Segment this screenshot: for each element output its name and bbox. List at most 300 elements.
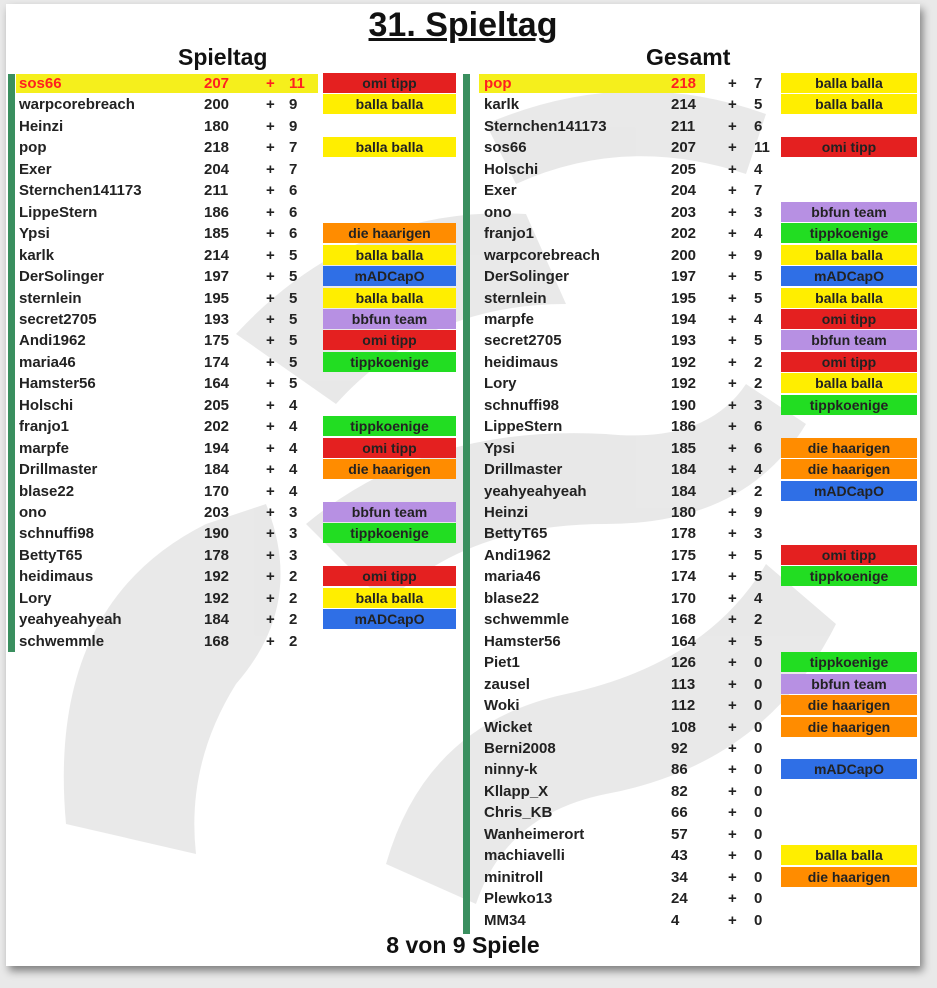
table-row <box>6 180 920 201</box>
matchday-points: 5 <box>754 632 763 650</box>
matchday-points: 0 <box>754 890 763 908</box>
total-score: 178 <box>671 525 697 543</box>
total-score: 203 <box>671 203 697 221</box>
matchday-points: 4 <box>289 461 298 479</box>
total-score: 194 <box>671 310 697 328</box>
player-name: ono <box>484 203 512 221</box>
plus-sign: + <box>728 911 737 929</box>
player-name: minitroll <box>484 868 544 886</box>
plus-sign: + <box>728 225 737 243</box>
team-badge: omi tipp <box>323 73 456 93</box>
team-badge: die haarigen <box>781 438 917 458</box>
matchday-points: 3 <box>754 396 763 414</box>
player-name: maria46 <box>19 353 76 371</box>
player-name: schnuffi98 <box>19 525 95 543</box>
plus-sign: + <box>728 589 737 607</box>
matchday-points: 4 <box>289 439 298 457</box>
plus-sign: + <box>266 525 275 543</box>
total-score: 175 <box>671 546 697 564</box>
total-score: 207 <box>671 139 697 157</box>
player-name: ninny-k <box>484 761 538 779</box>
matchday-points: 0 <box>754 718 763 736</box>
total-score: 190 <box>204 525 230 543</box>
matchday-points: 9 <box>754 246 763 264</box>
team-badge: omi tipp <box>781 137 917 157</box>
matchday-points: 11 <box>289 75 305 92</box>
player-name: Hamster56 <box>19 375 96 393</box>
plus-sign: + <box>728 482 737 500</box>
player-name: heidimaus <box>484 353 559 371</box>
matchday-points: 9 <box>754 504 763 521</box>
total-score: 218 <box>671 75 697 92</box>
player-name: pop <box>484 75 512 92</box>
player-name: Andi1962 <box>484 546 551 564</box>
player-name: Kllapp_X <box>484 782 549 800</box>
plus-sign: + <box>266 375 275 393</box>
matchday-points: 2 <box>289 568 298 586</box>
total-score: 205 <box>671 160 697 178</box>
team-badge: die haarigen <box>323 459 456 479</box>
plus-sign: + <box>728 697 737 715</box>
matchday-points: 3 <box>289 504 298 521</box>
matchday-points: 5 <box>289 289 298 307</box>
total-score: 200 <box>204 96 230 114</box>
table-row <box>6 523 920 544</box>
player-name: Heinzi <box>484 504 529 521</box>
total-score: 207 <box>204 75 230 92</box>
plus-sign: + <box>266 139 275 157</box>
matchday-points: 6 <box>289 203 298 221</box>
player-name: DerSolinger <box>19 268 105 286</box>
player-name: Piet1 <box>484 654 520 672</box>
player-name: Plewko13 <box>484 890 553 908</box>
team-badge: balla balla <box>323 288 456 308</box>
plus-sign: + <box>728 761 737 779</box>
plus-sign: + <box>266 482 275 500</box>
total-score: 204 <box>204 160 230 178</box>
matchday-points: 2 <box>754 482 763 500</box>
table-row <box>6 781 920 802</box>
plus-sign: + <box>266 160 275 178</box>
total-score: 190 <box>671 396 697 414</box>
total-score: 113 <box>671 675 696 693</box>
plus-sign: + <box>266 117 275 135</box>
plus-sign: + <box>728 96 737 114</box>
total-score: 43 <box>671 847 688 865</box>
plus-sign: + <box>728 246 737 264</box>
player-name: franjo1 <box>19 418 70 436</box>
plus-sign: + <box>728 675 737 693</box>
total-score: 211 <box>671 117 696 135</box>
team-badge: mADCapO <box>781 266 917 286</box>
player-name: Wanheimerort <box>484 825 585 843</box>
team-badge: mADCapO <box>323 266 456 286</box>
matchday-points: 4 <box>754 160 763 178</box>
plus-sign: + <box>728 117 737 135</box>
matchday-points: 5 <box>289 310 298 328</box>
total-score: 185 <box>671 439 697 457</box>
team-badge: tippkoenige <box>781 566 917 586</box>
total-score: 34 <box>671 868 688 886</box>
team-badge: tippkoenige <box>323 352 456 372</box>
player-name: yeahyeahyeah <box>484 482 587 500</box>
player-name: Wicket <box>484 718 533 736</box>
total-score: 200 <box>671 246 697 264</box>
table-row <box>6 116 920 137</box>
matchday-points: 7 <box>754 182 763 200</box>
total-score: 197 <box>671 268 697 286</box>
player-name: blase22 <box>484 589 540 607</box>
team-badge: bbfun team <box>781 202 917 222</box>
team-badge: balla balla <box>781 94 917 114</box>
plus-sign: + <box>266 75 275 92</box>
total-score: 192 <box>671 353 697 371</box>
matchday-points: 7 <box>289 160 298 178</box>
total-score: 126 <box>671 654 697 672</box>
matchday-points: 3 <box>754 525 763 543</box>
team-badge: omi tipp <box>781 545 917 565</box>
player-name: Drillmaster <box>19 461 98 479</box>
matchday-points: 5 <box>754 96 763 114</box>
team-badge: tippkoenige <box>781 395 917 415</box>
total-score: 192 <box>671 375 697 393</box>
total-score: 194 <box>204 439 230 457</box>
player-name: sos66 <box>484 139 527 157</box>
team-badge: balla balla <box>781 373 917 393</box>
matchday-points: 5 <box>289 375 298 393</box>
player-name: Lory <box>484 375 517 393</box>
matchday-points: 0 <box>754 675 763 693</box>
total-score: 164 <box>671 632 697 650</box>
player-name: Ypsi <box>484 439 515 457</box>
plus-sign: + <box>728 139 737 157</box>
matchday-points: 4 <box>289 482 298 500</box>
plus-sign: + <box>266 310 275 328</box>
player-name: Exer <box>19 160 52 178</box>
player-name: secret2705 <box>19 310 97 328</box>
results-sheet <box>6 4 920 966</box>
player-name: marpfe <box>484 310 535 328</box>
matchday-points: 0 <box>754 847 763 865</box>
plus-sign: + <box>728 632 737 650</box>
plus-sign: + <box>728 890 737 908</box>
player-name: Exer <box>484 182 517 200</box>
matchday-points: 4 <box>754 589 763 607</box>
plus-sign: + <box>266 246 275 264</box>
team-badge: balla balla <box>323 94 456 114</box>
total-score: 82 <box>671 782 688 800</box>
player-name: blase22 <box>19 482 75 500</box>
table-row <box>6 159 920 180</box>
team-badge: omi tipp <box>323 566 456 586</box>
total-score: 195 <box>671 289 697 307</box>
matchday-points: 5 <box>289 246 298 264</box>
team-badge: tippkoenige <box>323 523 456 543</box>
team-badge: die haarigen <box>781 867 917 887</box>
plus-sign: + <box>266 396 275 414</box>
plus-sign: + <box>266 289 275 307</box>
player-name: ono <box>19 504 47 521</box>
team-badge: tippkoenige <box>781 223 917 243</box>
player-name: Sternchen141173 <box>19 182 142 200</box>
player-name: Berni2008 <box>484 739 556 757</box>
plus-sign: + <box>266 418 275 436</box>
matchday-points: 11 <box>754 139 770 157</box>
matchday-points: 3 <box>289 525 298 543</box>
team-badge: die haarigen <box>781 695 917 715</box>
team-badge: bbfun team <box>323 309 456 329</box>
total-score: 192 <box>204 568 230 586</box>
total-score: 92 <box>671 739 688 757</box>
player-name: karlk <box>484 96 520 114</box>
matchday-points: 5 <box>289 353 298 371</box>
table-row <box>6 609 920 630</box>
page-title: 31. Spieltag <box>368 6 558 44</box>
table-row <box>6 910 920 931</box>
plus-sign: + <box>728 75 737 92</box>
plus-sign: + <box>728 611 737 629</box>
total-score: 203 <box>204 504 230 521</box>
plus-sign: + <box>728 782 737 800</box>
total-score: 214 <box>671 96 697 114</box>
plus-sign: + <box>728 160 737 178</box>
plus-sign: + <box>728 461 737 479</box>
plus-sign: + <box>266 439 275 457</box>
total-score: 174 <box>204 353 230 371</box>
player-name: DerSolinger <box>484 268 570 286</box>
plus-sign: + <box>728 203 737 221</box>
plus-sign: + <box>728 739 737 757</box>
team-badge: balla balla <box>323 137 456 157</box>
total-score: 184 <box>204 611 230 629</box>
matchday-points: 0 <box>754 654 763 672</box>
team-badge: die haarigen <box>781 717 917 737</box>
player-name: sternlein <box>19 289 82 307</box>
player-name: Holschi <box>484 160 539 178</box>
total-score: 170 <box>204 482 230 500</box>
matchday-points: 0 <box>754 782 763 800</box>
player-name: Chris_KB <box>484 804 553 822</box>
matchday-points: 0 <box>754 761 763 779</box>
plus-sign: + <box>728 332 737 350</box>
team-badge: balla balla <box>781 73 917 93</box>
table-row <box>6 502 920 523</box>
player-name: schnuffi98 <box>484 396 560 414</box>
plus-sign: + <box>266 332 275 350</box>
total-score: 184 <box>671 482 697 500</box>
player-name: Hamster56 <box>484 632 561 650</box>
total-score: 164 <box>204 375 230 393</box>
plus-sign: + <box>728 825 737 843</box>
player-name: marpfe <box>19 439 70 457</box>
matchday-points: 2 <box>289 632 298 650</box>
plus-sign: + <box>728 847 737 865</box>
plus-sign: + <box>728 396 737 414</box>
matchday-points: 6 <box>754 117 763 135</box>
plus-sign: + <box>266 504 275 521</box>
player-name: pop <box>19 139 47 157</box>
total-score: 192 <box>204 589 230 607</box>
plus-sign: + <box>728 504 737 521</box>
matchday-points: 6 <box>289 182 298 200</box>
table-row <box>6 824 920 845</box>
plus-sign: + <box>266 568 275 586</box>
total-score: 218 <box>204 139 230 157</box>
total-score: 205 <box>204 396 230 414</box>
total-score: 214 <box>204 246 230 264</box>
plus-sign: + <box>728 353 737 371</box>
matchday-points: 2 <box>754 611 763 629</box>
total-score: 211 <box>204 182 229 200</box>
matchday-points: 3 <box>289 546 298 564</box>
team-badge: tippkoenige <box>781 652 917 672</box>
total-score: 180 <box>671 504 697 521</box>
matchday-points: 5 <box>754 268 763 286</box>
total-score: 66 <box>671 804 688 822</box>
player-name: heidimaus <box>19 568 94 586</box>
total-score: 204 <box>671 182 697 200</box>
player-name: LippeStern <box>484 418 563 436</box>
plus-sign: + <box>728 182 737 200</box>
plus-sign: + <box>728 310 737 328</box>
total-score: 112 <box>671 697 696 715</box>
plus-sign: + <box>728 439 737 457</box>
plus-sign: + <box>728 268 737 286</box>
matchday-points: 5 <box>289 268 298 286</box>
total-score: 178 <box>204 546 230 564</box>
total-score: 193 <box>204 310 230 328</box>
player-name: sternlein <box>484 289 547 307</box>
total-score: 202 <box>671 225 697 243</box>
matchday-points: 7 <box>754 75 763 92</box>
plus-sign: + <box>728 868 737 886</box>
player-name: maria46 <box>484 568 541 586</box>
player-name: sos66 <box>19 75 62 92</box>
team-badge: die haarigen <box>323 223 456 243</box>
total-score: 168 <box>204 632 230 650</box>
matchday-points: 5 <box>754 289 763 307</box>
matchday-points: 0 <box>754 868 763 886</box>
matchday-points: 5 <box>754 332 763 350</box>
player-name: franjo1 <box>484 225 535 243</box>
player-name: Lory <box>19 589 52 607</box>
total-score: 185 <box>204 225 230 243</box>
matchday-points: 4 <box>754 461 763 479</box>
team-badge: omi tipp <box>781 309 917 329</box>
matchday-points: 6 <box>754 418 763 436</box>
total-score: 170 <box>671 589 697 607</box>
player-name: schwemmle <box>484 611 570 629</box>
player-name: Ypsi <box>19 225 50 243</box>
plus-sign: + <box>728 568 737 586</box>
player-name: warpcorebreach <box>19 96 135 114</box>
matchday-points: 0 <box>754 804 763 822</box>
table-row <box>6 738 920 759</box>
total-score: 184 <box>671 461 697 479</box>
matchday-points: 6 <box>754 439 763 457</box>
plus-sign: + <box>728 289 737 307</box>
plus-sign: + <box>728 525 737 543</box>
team-badge: balla balla <box>781 845 917 865</box>
matchday-points: 4 <box>754 225 763 243</box>
player-name: zausel <box>484 675 530 693</box>
total-score: 193 <box>671 332 697 350</box>
team-badge: bbfun team <box>323 502 456 522</box>
player-name: LippeStern <box>19 203 98 221</box>
team-badge: omi tipp <box>323 438 456 458</box>
matchday-points: 9 <box>289 96 298 114</box>
matchday-points: 5 <box>754 568 763 586</box>
matchday-points: 5 <box>289 332 298 350</box>
player-name: yeahyeahyeah <box>19 611 122 629</box>
team-badge: die haarigen <box>781 459 917 479</box>
total-score: 184 <box>204 461 230 479</box>
player-name: BettyT65 <box>19 546 83 564</box>
team-badge: omi tipp <box>323 330 456 350</box>
team-badge: bbfun team <box>781 330 917 350</box>
plus-sign: + <box>728 718 737 736</box>
plus-sign: + <box>266 182 275 200</box>
matchday-points: 4 <box>289 418 298 436</box>
table-row <box>6 588 920 609</box>
plus-sign: + <box>728 804 737 822</box>
total-score: 168 <box>671 611 697 629</box>
spieltag-heading: Spieltag <box>178 44 268 70</box>
total-score: 108 <box>671 718 697 736</box>
total-score: 186 <box>204 203 230 221</box>
plus-sign: + <box>728 546 737 564</box>
total-score: 86 <box>671 761 688 779</box>
plus-sign: + <box>266 268 275 286</box>
plus-sign: + <box>728 375 737 393</box>
player-name: karlk <box>19 246 55 264</box>
player-name: Drillmaster <box>484 461 563 479</box>
matchday-points: 5 <box>754 546 763 564</box>
player-name: secret2705 <box>484 332 562 350</box>
team-badge: balla balla <box>781 288 917 308</box>
total-score: 186 <box>671 418 697 436</box>
matchday-points: 7 <box>289 139 298 157</box>
plus-sign: + <box>728 654 737 672</box>
matchday-points: 2 <box>289 589 298 607</box>
team-badge: bbfun team <box>781 674 917 694</box>
player-name: BettyT65 <box>484 525 548 543</box>
player-name: schwemmle <box>19 632 105 650</box>
matchday-points: 4 <box>754 310 763 328</box>
matchday-points: 2 <box>754 353 763 371</box>
plus-sign: + <box>266 589 275 607</box>
total-score: 202 <box>204 418 230 436</box>
matchday-points: 2 <box>754 375 763 393</box>
table-row <box>6 802 920 823</box>
team-badge: omi tipp <box>781 352 917 372</box>
plus-sign: + <box>266 611 275 629</box>
total-score: 180 <box>204 117 230 135</box>
matchday-points: 9 <box>289 117 298 135</box>
total-score: 174 <box>671 568 697 586</box>
plus-sign: + <box>266 461 275 479</box>
footer-games-count: 8 von 9 Spiele <box>386 932 540 958</box>
matchday-points: 3 <box>754 203 763 221</box>
team-badge: mADCapO <box>323 609 456 629</box>
player-name: Holschi <box>19 396 74 414</box>
team-badge: balla balla <box>323 245 456 265</box>
player-name: Sternchen141173 <box>484 117 607 135</box>
team-badge: mADCapO <box>781 481 917 501</box>
player-name: Woki <box>484 697 520 715</box>
matchday-points: 0 <box>754 697 763 715</box>
matchday-points: 4 <box>289 396 298 414</box>
